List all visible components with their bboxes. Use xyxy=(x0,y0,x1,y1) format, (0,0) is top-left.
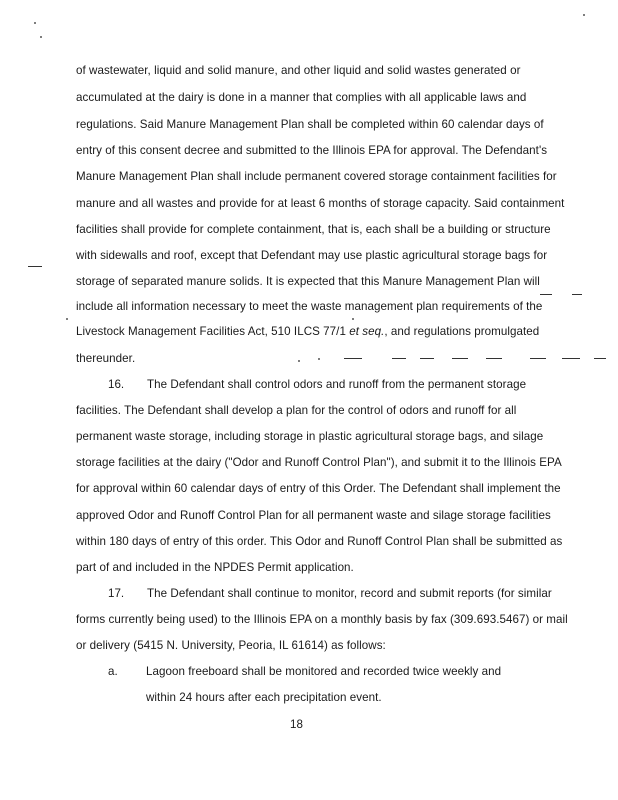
page-number: 18 xyxy=(290,718,303,731)
para15-line-2: accumulated at the dairy is done in a manner that complies with all applicable laws and xyxy=(76,91,527,104)
scan-mark xyxy=(486,358,502,359)
scan-speck xyxy=(352,318,354,320)
para15-line-11 xyxy=(76,325,539,339)
scan-speck xyxy=(318,358,320,360)
et-seq: et seq. xyxy=(349,325,385,338)
para15-line-7: facilities shall provide for complete containment, that is, each shall be a building or structure xyxy=(76,223,551,236)
para17-first-line: The Defendant shall continue to monitor, record and submit reports (for similar xyxy=(147,587,552,600)
para15-line-1: of wastewater, liquid and solid manure, and other liquid and solid wastes generated or xyxy=(76,64,521,77)
scan-mark xyxy=(344,358,362,359)
para15-last-line: thereunder. xyxy=(76,352,136,365)
para15-line-6: manure and all wastes and provide for at least 6 months of storage capacity. Said containment xyxy=(76,197,565,210)
item-a-line-2: within 24 hours after each precipitation event. xyxy=(146,691,382,704)
scan-mark xyxy=(594,358,606,359)
item-a-line-1: Lagoon freeboard shall be monitored and recorded twice weekly and xyxy=(146,665,502,678)
scan-speck xyxy=(583,14,585,16)
scan-speck xyxy=(298,360,300,362)
para16-line-8: part of and included in the NPDES Permit application. xyxy=(76,561,354,574)
act-citation: Livestock Management Facilities Act, 510 ILCS 77/1 xyxy=(76,325,350,338)
para15-line-4: entry of this consent decree and submitted to the Illinois EPA for approval. The Defendant's xyxy=(76,144,548,157)
scan-speck xyxy=(40,36,42,38)
para15-line-9: storage of separated manure solids. It is expected that this Manure Management Plan will xyxy=(76,275,540,288)
para16-line-7: within 180 days of entry of this order. This Odor and Runoff Control Plan shall be submitted as xyxy=(76,535,563,548)
para15-line-5: Manure Management Plan shall include permanent covered storage containment facilities for xyxy=(76,170,557,183)
para16-first-line: The Defendant shall control odors and runoff from the permanent storage xyxy=(147,378,527,391)
para16-line-3: permanent waste storage, including storage in plastic agricultural storage bags, and silage xyxy=(76,430,544,443)
para16-line-4: storage facilities at the dairy ("Odor and Runoff Control Plan"), and submit it to the Illinois EPA xyxy=(76,456,562,469)
act-citation-tail: , and regulations promulgated xyxy=(384,325,540,338)
para16-line-6: approved Odor and Runoff Control Plan for all permanent waste and silage storage facilities xyxy=(76,509,551,522)
para16-line-5: for approval within 60 calendar days of entry of this Order. The Defendant shall implement the xyxy=(76,482,561,495)
scan-mark xyxy=(392,358,406,359)
scan-mark xyxy=(540,294,552,295)
scan-mark xyxy=(420,358,434,359)
scan-speck xyxy=(34,22,36,24)
para17-number: 17. xyxy=(108,587,125,600)
scan-mark xyxy=(562,358,580,359)
scan-mark xyxy=(28,266,42,267)
para16-line-2: facilities. The Defendant shall develop a plan for the control of odors and runoff for all xyxy=(76,404,517,417)
para17-line-3: or delivery (5415 N. University, Peoria, IL 61614) as follows: xyxy=(76,639,386,652)
para15-line-10: include all information necessary to meet the waste management plan requirements of the xyxy=(76,300,543,313)
para17-line-2: forms currently being used) to the Illinois EPA on a monthly basis by fax (309.693.5467) or mail xyxy=(76,613,568,626)
scan-mark xyxy=(572,294,582,295)
para16-number: 16. xyxy=(108,378,125,391)
para15-line-3: regulations. Said Manure Management Plan shall be completed within 60 calendar days of xyxy=(76,118,544,131)
scan-mark xyxy=(452,358,468,359)
item-a-label: a. xyxy=(108,665,118,678)
scan-speck xyxy=(66,318,68,320)
para15-line-8: with sidewalls and roof, except that Defendant may use plastic agricultural storage bags for xyxy=(76,249,548,262)
scan-mark xyxy=(530,358,546,359)
